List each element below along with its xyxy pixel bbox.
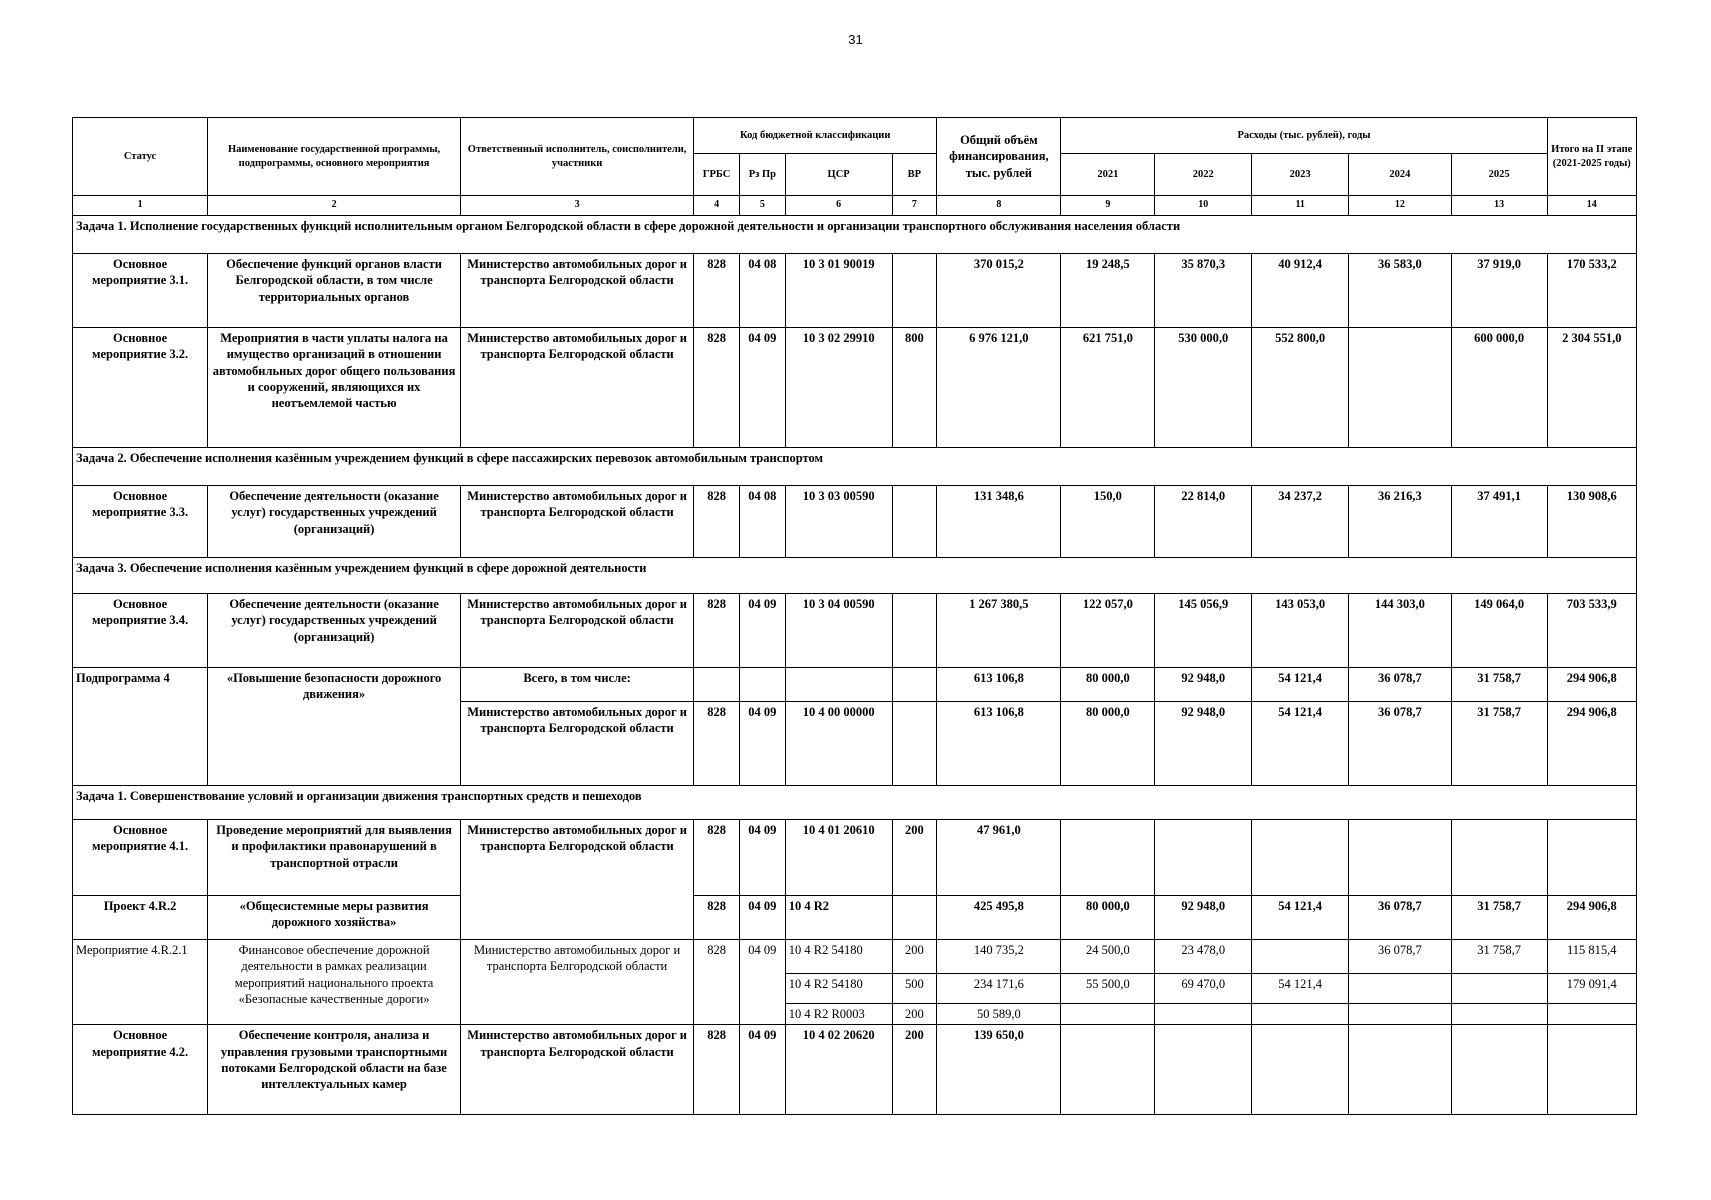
year-cell: 36 078,7 (1349, 702, 1451, 786)
header-year: 2022 (1155, 154, 1252, 196)
executor-cell: Министерство автомобильных дорог и транспорта Белгородской области (460, 328, 693, 448)
year-cell (1061, 820, 1155, 896)
rzpr-cell: 04 08 (739, 254, 785, 328)
col-number: 11 (1252, 196, 1349, 216)
total-cell: 140 735,2 (937, 940, 1061, 974)
csr-cell: 10 3 03 00590 (785, 486, 892, 558)
csr-cell: 10 4 R2 R0003 (785, 1004, 892, 1025)
col-number: 6 (785, 196, 892, 216)
year-cell: 31 758,7 (1451, 896, 1547, 940)
vr-cell (892, 594, 937, 668)
year-cell: 54 121,4 (1252, 668, 1349, 702)
header-row-1 (73, 118, 1637, 154)
vr-cell: 200 (892, 940, 937, 974)
year-cell: 80 000,0 (1061, 896, 1155, 940)
status-cell: Основное мероприятие 3.2. (73, 328, 208, 448)
total-cell: 139 650,0 (937, 1025, 1061, 1115)
executor-cell: Министерство автомобильных дорог и транспорта Белгородской области (460, 594, 693, 668)
year-cell (1252, 1004, 1349, 1025)
total-cell: 234 171,6 (937, 974, 1061, 1004)
name-cell: Проведение мероприятий для выявления и профилактики правонарушений в транспортной отрасли (208, 820, 461, 896)
name-cell: Финансовое обеспечение дорожной деятельности в рамках реализации мероприятий национального проекта «Безопасные качественные дороги» (208, 940, 461, 1025)
year-cell (1349, 1025, 1451, 1115)
total-cell: 370 015,2 (937, 254, 1061, 328)
executor-cell: Министерство автомобильных дорог и транспорта Белгородской области (460, 1025, 693, 1115)
grbs-cell: 828 (694, 820, 740, 896)
year-cell (1155, 1004, 1252, 1025)
total-cell: 613 106,8 (937, 702, 1061, 786)
table-row (73, 328, 1637, 448)
name-cell: Обеспечение деятельности (оказание услуг) государственных учреждений (организаций) (208, 486, 461, 558)
status-cell: Основное мероприятие 4.1. (73, 820, 208, 896)
col-number: 9 (1061, 196, 1155, 216)
stage-total-cell (1547, 1025, 1636, 1115)
year-cell: 35 870,3 (1155, 254, 1252, 328)
header-csr: ЦСР (785, 154, 892, 196)
year-cell: 54 121,4 (1252, 896, 1349, 940)
year-cell: 36 078,7 (1349, 668, 1451, 702)
status-cell: Подпрограмма 4 (73, 668, 208, 786)
year-cell (1155, 1025, 1252, 1115)
year-cell: 145 056,9 (1155, 594, 1252, 668)
table-row (73, 896, 1637, 940)
year-cell: 149 064,0 (1451, 594, 1547, 668)
year-cell: 92 948,0 (1155, 896, 1252, 940)
year-cell (1349, 328, 1451, 448)
header-year: 2024 (1349, 154, 1451, 196)
status-cell: Проект 4.R.2 (73, 896, 208, 940)
year-cell (1252, 940, 1349, 974)
header-expenses: Расходы (тыс. рублей), годы (1061, 118, 1547, 154)
executor-cell: Министерство автомобильных дорог и транспорта Белгородской области (460, 702, 693, 786)
year-cell (1252, 1025, 1349, 1115)
grbs-cell (694, 668, 740, 702)
header-year: 2023 (1252, 154, 1349, 196)
year-cell: 36 583,0 (1349, 254, 1451, 328)
stage-total-cell: 294 906,8 (1547, 668, 1636, 702)
year-cell: 621 751,0 (1061, 328, 1155, 448)
year-cell (1061, 1025, 1155, 1115)
header-grbs: ГРБС (694, 154, 740, 196)
year-cell: 22 814,0 (1155, 486, 1252, 558)
year-cell (1451, 1025, 1547, 1115)
stage-total-cell: 115 815,4 (1547, 940, 1636, 974)
table-row (73, 594, 1637, 668)
col-number: 13 (1451, 196, 1547, 216)
vr-cell (892, 254, 937, 328)
header-stage-total: Итого на II этапе (2021-2025 годы) (1547, 118, 1636, 196)
year-cell: 150,0 (1061, 486, 1155, 558)
csr-cell: 10 3 04 00590 (785, 594, 892, 668)
table-row (73, 668, 1637, 702)
rzpr-cell: 04 09 (739, 820, 785, 896)
col-number: 8 (937, 196, 1061, 216)
year-cell: 31 758,7 (1451, 940, 1547, 974)
grbs-cell: 828 (694, 702, 740, 786)
header-vr: ВР (892, 154, 937, 196)
task-title: Задача 1. Совершенствование условий и организации движения транспортных средств и пешеходов (73, 786, 1637, 820)
table-row (73, 1025, 1637, 1115)
total-cell: 1 267 380,5 (937, 594, 1061, 668)
rzpr-cell: 04 09 (739, 896, 785, 940)
csr-cell: 10 4 R2 (785, 896, 892, 940)
year-cell: 144 303,0 (1349, 594, 1451, 668)
status-cell: Основное мероприятие 3.4. (73, 594, 208, 668)
col-number: 7 (892, 196, 937, 216)
stage-total-cell: 294 906,8 (1547, 702, 1636, 786)
vr-cell (892, 702, 937, 786)
rzpr-cell: 04 09 (739, 1025, 785, 1115)
year-cell: 530 000,0 (1155, 328, 1252, 448)
total-cell: 6 976 121,0 (937, 328, 1061, 448)
year-cell: 92 948,0 (1155, 668, 1252, 702)
col-number: 3 (460, 196, 693, 216)
stage-total-cell: 2 304 551,0 (1547, 328, 1636, 448)
table-row (73, 254, 1637, 328)
stage-total-cell: 130 908,6 (1547, 486, 1636, 558)
year-cell (1349, 1004, 1451, 1025)
year-cell: 600 000,0 (1451, 328, 1547, 448)
year-cell: 31 758,7 (1451, 668, 1547, 702)
vr-cell: 200 (892, 820, 937, 896)
year-cell (1451, 1004, 1547, 1025)
csr-cell: 10 3 01 90019 (785, 254, 892, 328)
vr-cell: 800 (892, 328, 937, 448)
year-cell: 552 800,0 (1252, 328, 1349, 448)
vr-cell: 200 (892, 1004, 937, 1025)
col-number: 12 (1349, 196, 1451, 216)
stage-total-cell: 703 533,9 (1547, 594, 1636, 668)
grbs-cell: 828 (694, 328, 740, 448)
year-cell: 69 470,0 (1155, 974, 1252, 1004)
rzpr-cell: 04 09 (739, 594, 785, 668)
executor-cell: Министерство автомобильных дорог и транспорта Белгородской области (460, 940, 693, 1025)
year-cell: 34 237,2 (1252, 486, 1349, 558)
executor-cell: Всего, в том числе: (460, 668, 693, 702)
task-title: Задача 1. Исполнение государственных функций исполнительным органом Белгородской области в сфере дорожной деятельности и организации транспортного обслуживания населения области (73, 216, 1637, 254)
header-name: Наименование государственной программы, подпрограммы, основного мероприятия (208, 118, 461, 196)
header-executor: Ответственный исполнитель, соисполнители, участники (460, 118, 693, 196)
task-row (73, 216, 1637, 254)
year-cell: 55 500,0 (1061, 974, 1155, 1004)
status-cell: Основное мероприятие 3.3. (73, 486, 208, 558)
executor-cell: Министерство автомобильных дорог и транспорта Белгородской области (460, 254, 693, 328)
year-cell: 54 121,4 (1252, 974, 1349, 1004)
grbs-cell: 828 (694, 896, 740, 940)
csr-cell: 10 4 01 20610 (785, 820, 892, 896)
name-cell: Обеспечение функций органов власти Белгородской области, в том числе территориальных органов (208, 254, 461, 328)
grbs-cell: 828 (694, 940, 740, 1025)
table-row (73, 940, 1637, 974)
total-cell: 131 348,6 (937, 486, 1061, 558)
vr-cell: 500 (892, 974, 937, 1004)
csr-cell (785, 668, 892, 702)
executor-cell: Министерство автомобильных дорог и транспорта Белгородской области (460, 486, 693, 558)
name-cell: «Общесистемные меры развития дорожного хозяйства» (208, 896, 461, 940)
year-cell: 122 057,0 (1061, 594, 1155, 668)
col-number: 10 (1155, 196, 1252, 216)
csr-cell: 10 3 02 29910 (785, 328, 892, 448)
executor-cell: Министерство автомобильных дорог и транспорта Белгородской области (460, 820, 693, 940)
year-cell: 80 000,0 (1061, 702, 1155, 786)
csr-cell: 10 4 R2 54180 (785, 940, 892, 974)
header-rzpr: Рз Пр (739, 154, 785, 196)
table-row (73, 820, 1637, 896)
year-cell (1451, 974, 1547, 1004)
grbs-cell: 828 (694, 254, 740, 328)
year-cell: 36 078,7 (1349, 940, 1451, 974)
name-cell: Мероприятия в части уплаты налога на имущество организаций в отношении автомобильных дорог общего пользования и сооружений, являющихся их неотъемлемой частью (208, 328, 461, 448)
vr-cell (892, 896, 937, 940)
csr-cell: 10 4 02 20620 (785, 1025, 892, 1115)
year-cell: 54 121,4 (1252, 702, 1349, 786)
col-number: 4 (694, 196, 740, 216)
total-cell: 613 106,8 (937, 668, 1061, 702)
year-cell: 37 491,1 (1451, 486, 1547, 558)
rzpr-cell: 04 09 (739, 328, 785, 448)
total-cell: 50 589,0 (937, 1004, 1061, 1025)
header-total-volume: Общий объём финансирования, тыс. рублей (937, 118, 1061, 196)
year-cell: 36 216,3 (1349, 486, 1451, 558)
grbs-cell: 828 (694, 594, 740, 668)
year-cell: 24 500,0 (1061, 940, 1155, 974)
name-cell: Обеспечение деятельности (оказание услуг) государственных учреждений (организаций) (208, 594, 461, 668)
year-cell: 143 053,0 (1252, 594, 1349, 668)
page-number: 31 (848, 32, 863, 47)
year-cell: 36 078,7 (1349, 896, 1451, 940)
col-number: 14 (1547, 196, 1636, 216)
col-number: 1 (73, 196, 208, 216)
year-cell (1155, 820, 1252, 896)
col-number: 2 (208, 196, 461, 216)
total-cell: 47 961,0 (937, 820, 1061, 896)
status-cell: Основное мероприятие 3.1. (73, 254, 208, 328)
stage-total-cell (1547, 820, 1636, 896)
stage-total-cell: 170 533,2 (1547, 254, 1636, 328)
year-cell (1061, 1004, 1155, 1025)
year-cell: 19 248,5 (1061, 254, 1155, 328)
status-cell: Основное мероприятие 4.2. (73, 1025, 208, 1115)
stage-total-cell: 179 091,4 (1547, 974, 1636, 1004)
grbs-cell: 828 (694, 486, 740, 558)
task-title: Задача 3. Обеспечение исполнения казённым учреждением функций в сфере дорожной деятельности (73, 558, 1637, 594)
vr-cell (892, 668, 937, 702)
total-cell: 425 495,8 (937, 896, 1061, 940)
year-cell: 37 919,0 (1451, 254, 1547, 328)
header-year: 2021 (1061, 154, 1155, 196)
task-row (73, 448, 1637, 486)
header-status: Статус (73, 118, 208, 196)
name-cell: «Повышение безопасности дорожного движения» (208, 668, 461, 786)
header-budget-code: Код бюджетной классификации (694, 118, 937, 154)
year-cell: 40 912,4 (1252, 254, 1349, 328)
year-cell (1252, 820, 1349, 896)
year-cell: 23 478,0 (1155, 940, 1252, 974)
rzpr-cell: 04 08 (739, 486, 785, 558)
rzpr-cell: 04 09 (739, 940, 785, 1025)
year-cell (1349, 974, 1451, 1004)
year-cell: 80 000,0 (1061, 668, 1155, 702)
year-cell: 92 948,0 (1155, 702, 1252, 786)
task-title: Задача 2. Обеспечение исполнения казённым учреждением функций в сфере пассажирских перевозок автомобильным транспортом (73, 448, 1637, 486)
vr-cell (892, 486, 937, 558)
csr-cell: 10 4 00 00000 (785, 702, 892, 786)
year-cell: 31 758,7 (1451, 702, 1547, 786)
name-cell: Обеспечение контроля, анализа и управления грузовыми транспортными потоками Белгородской области на базе интеллектуальных камер (208, 1025, 461, 1115)
task-row (73, 786, 1637, 820)
year-cell (1451, 820, 1547, 896)
status-cell: Мероприятие 4.R.2.1 (73, 940, 208, 1025)
vr-cell: 200 (892, 1025, 937, 1115)
rzpr-cell (739, 668, 785, 702)
task-row (73, 558, 1637, 594)
csr-cell: 10 4 R2 54180 (785, 974, 892, 1004)
rzpr-cell: 04 09 (739, 702, 785, 786)
budget-table (72, 117, 1637, 1115)
stage-total-cell: 294 906,8 (1547, 896, 1636, 940)
column-numbers-row (73, 196, 1637, 216)
col-number: 5 (739, 196, 785, 216)
stage-total-cell (1547, 1004, 1636, 1025)
table-row (73, 486, 1637, 558)
header-year: 2025 (1451, 154, 1547, 196)
grbs-cell: 828 (694, 1025, 740, 1115)
year-cell (1349, 820, 1451, 896)
